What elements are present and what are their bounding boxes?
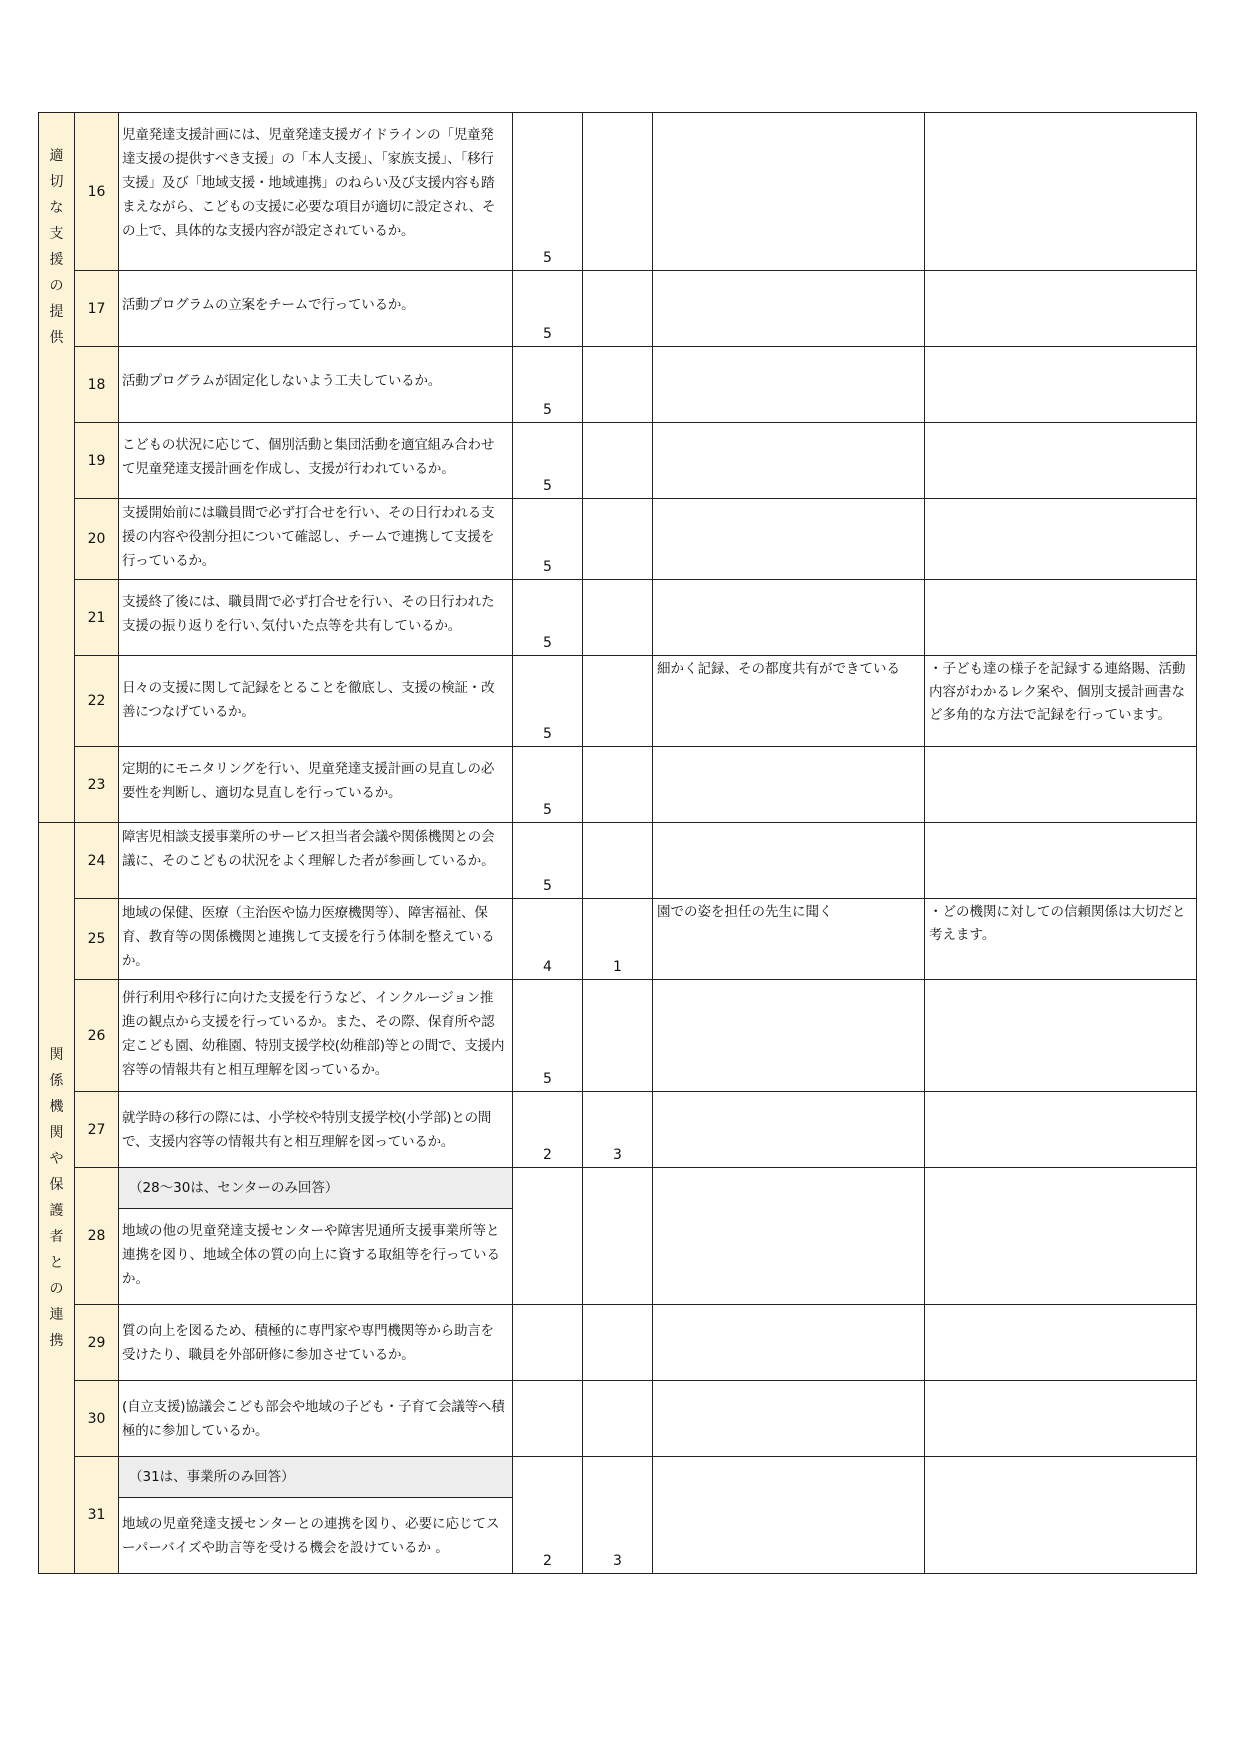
response-cell <box>925 1305 1197 1381</box>
response-cell <box>925 580 1197 656</box>
yes-count: 5 <box>513 823 583 899</box>
item-number: 29 <box>75 1305 119 1381</box>
response-cell <box>925 271 1197 347</box>
yes-count: 2 <box>513 1457 583 1574</box>
question-text: (自立支援)協議会こども部会や地域の子ども・子育て会議等へ積極的に参加しているか。 <box>119 1381 513 1457</box>
question-text: 障害児相談支援事業所のサービス担当者会議や関係機関との会議に、そのこどもの状況をよく理解した者が参画しているか。 <box>119 823 513 899</box>
item-number: 21 <box>75 580 119 656</box>
no-count <box>583 113 653 271</box>
yes-count: 5 <box>513 347 583 423</box>
yes-count: 5 <box>513 580 583 656</box>
no-count <box>583 1168 653 1305</box>
question-text: 地域の保健、医療（主治医や協力医療機関等）、障害福祉、保育、教育等の関係機関と連携して支援を行う体制を整えているか。 <box>119 899 513 980</box>
yes-count: 5 <box>513 980 583 1092</box>
no-count <box>583 423 653 499</box>
no-count <box>583 499 653 580</box>
no-count <box>583 980 653 1092</box>
question-text: 児童発達支援計画には、児童発達支援ガイドラインの「児童発達支援の提供すべき支援」の「本人支援」、「家族支援」、「移行支援」及び「地域支援・地域連携」のねらい及び支援内容も踏まえながら、こどもの支援に必要な項目が適切に設定され、その上で、具体的な支援内容が設定されているか。 <box>119 113 513 271</box>
comment-cell <box>653 1381 925 1457</box>
item-number: 22 <box>75 656 119 747</box>
response-cell <box>925 347 1197 423</box>
no-count <box>583 1381 653 1457</box>
question-text: 支援終了後には、職員間で必ず打合せを行い、その日行われた支援の振り返りを行い､気付いた点等を共有しているか。 <box>119 580 513 656</box>
question-text: 活動プログラムの立案をチームで行っているか。 <box>119 271 513 347</box>
item-number: 27 <box>75 1092 119 1168</box>
comment-cell: 園での姿を担任の先生に聞く <box>653 899 925 980</box>
yes-count: 4 <box>513 899 583 980</box>
no-count <box>583 823 653 899</box>
section-label-appropriate-support: 適切な支援の提供 <box>39 113 75 823</box>
item-number: 23 <box>75 747 119 823</box>
comment-cell <box>653 271 925 347</box>
no-count: 1 <box>583 899 653 980</box>
response-cell <box>925 980 1197 1092</box>
response-cell <box>925 423 1197 499</box>
comment-cell <box>653 747 925 823</box>
item-number: 17 <box>75 271 119 347</box>
response-cell <box>925 1381 1197 1457</box>
table-row <box>39 980 1197 1092</box>
question-text: 併行利用や移行に向けた支援を行うなど、インクルージョン推進の観点から支援を行っているか。また、その際、保育所や認定こども園、幼稚園、特別支援学校(幼稚部)等との間で、支援内容等の情報共有と相互理解を図っているか。 <box>119 980 513 1092</box>
response-cell: ・子ども達の様子を記録する連絡賜、活動内容がわかるレク案や、個別支援計画書など多角的な方法で記録を行っています。 <box>925 656 1197 747</box>
item-number: 26 <box>75 980 119 1092</box>
comment-cell <box>653 423 925 499</box>
table-row <box>39 1457 1197 1498</box>
item-number: 20 <box>75 499 119 580</box>
question-text: 支援開始前には職員間で必ず打合せを行い、その日行われる支援の内容や役割分担について確認し、チームで連携して支援を行っているか。 <box>119 499 513 580</box>
item-number: 30 <box>75 1381 119 1457</box>
item-number: 24 <box>75 823 119 899</box>
table-row <box>39 423 1197 499</box>
yes-count: 5 <box>513 113 583 271</box>
yes-count: 5 <box>513 423 583 499</box>
question-text: 地域の他の児童発達支援センターや障害児通所支援事業所等と連携を図り、地域全体の質の向上に資する取組等を行っているか。 <box>119 1209 513 1305</box>
response-cell: ・どの機関に対しての信頼関係は大切だと考えます。 <box>925 899 1197 980</box>
question-text: 定期的にモニタリングを行い、児童発達支援計画の見直しの必要性を判断し、適切な見直しを行っているか。 <box>119 747 513 823</box>
response-cell <box>925 1457 1197 1574</box>
response-cell <box>925 113 1197 271</box>
comment-cell <box>653 347 925 423</box>
item-number: 25 <box>75 899 119 980</box>
question-text: こどもの状況に応じて、個別活動と集団活動を適宜組み合わせて児童発達支援計画を作成し、支援が行われているか。 <box>119 423 513 499</box>
response-cell <box>925 747 1197 823</box>
question-text: 地域の児童発達支援センターとの連携を図り、必要に応じてスーパーバイズや助言等を受ける機会を設けているか 。 <box>119 1498 513 1574</box>
answer-scope-note: （28～30は、センターのみ回答） <box>119 1168 513 1209</box>
comment-cell <box>653 1168 925 1305</box>
response-cell <box>925 1168 1197 1305</box>
no-count <box>583 271 653 347</box>
no-count: 3 <box>583 1092 653 1168</box>
evaluation-sheet <box>38 112 1197 1574</box>
comment-cell: 細かく記録、その都度共有ができている <box>653 656 925 747</box>
yes-count: 5 <box>513 499 583 580</box>
response-cell <box>925 823 1197 899</box>
table-row <box>39 1168 1197 1209</box>
no-count: 3 <box>583 1457 653 1574</box>
comment-cell <box>653 113 925 271</box>
table-row <box>39 747 1197 823</box>
yes-count <box>513 1305 583 1381</box>
comment-cell <box>653 1092 925 1168</box>
item-number: 19 <box>75 423 119 499</box>
response-cell <box>925 499 1197 580</box>
question-text: 就学時の移行の際には、小学校や特別支援学校(小学部)との間で、支援内容等の情報共有と相互理解を図っているか。 <box>119 1092 513 1168</box>
item-number: 28 <box>75 1168 119 1305</box>
comment-cell <box>653 580 925 656</box>
question-text: 日々の支援に関して記録をとることを徹底し、支援の検証・改善につなげているか。 <box>119 656 513 747</box>
item-number: 31 <box>75 1457 119 1574</box>
no-count <box>583 580 653 656</box>
evaluation-table <box>38 112 1197 1574</box>
table-row <box>39 271 1197 347</box>
comment-cell <box>653 499 925 580</box>
table-row <box>39 113 1197 271</box>
comment-cell <box>653 823 925 899</box>
no-count <box>583 347 653 423</box>
no-count <box>583 1305 653 1381</box>
no-count <box>583 656 653 747</box>
yes-count <box>513 1381 583 1457</box>
yes-count: 2 <box>513 1092 583 1168</box>
table-row <box>39 823 1197 899</box>
item-number: 18 <box>75 347 119 423</box>
table-row <box>39 1381 1197 1457</box>
comment-cell <box>653 1457 925 1574</box>
comment-cell <box>653 1305 925 1381</box>
table-row <box>39 1092 1197 1168</box>
table-row <box>39 656 1197 747</box>
comment-cell <box>653 980 925 1092</box>
yes-count: 5 <box>513 747 583 823</box>
yes-count <box>513 1168 583 1305</box>
yes-count: 5 <box>513 271 583 347</box>
no-count <box>583 747 653 823</box>
table-row <box>39 499 1197 580</box>
item-number: 16 <box>75 113 119 271</box>
table-row <box>39 899 1197 980</box>
section-label-collaboration: 関係機関や保護者との連携 <box>39 823 75 1574</box>
yes-count: 5 <box>513 656 583 747</box>
table-row <box>39 1305 1197 1381</box>
table-row <box>39 580 1197 656</box>
question-text: 質の向上を図るため、積極的に専門家や専門機関等から助言を受けたり、職員を外部研修に参加させているか。 <box>119 1305 513 1381</box>
table-row <box>39 347 1197 423</box>
question-text: 活動プログラムが固定化しないよう工夫しているか。 <box>119 347 513 423</box>
answer-scope-note: （31は、事業所のみ回答） <box>119 1457 513 1498</box>
response-cell <box>925 1092 1197 1168</box>
